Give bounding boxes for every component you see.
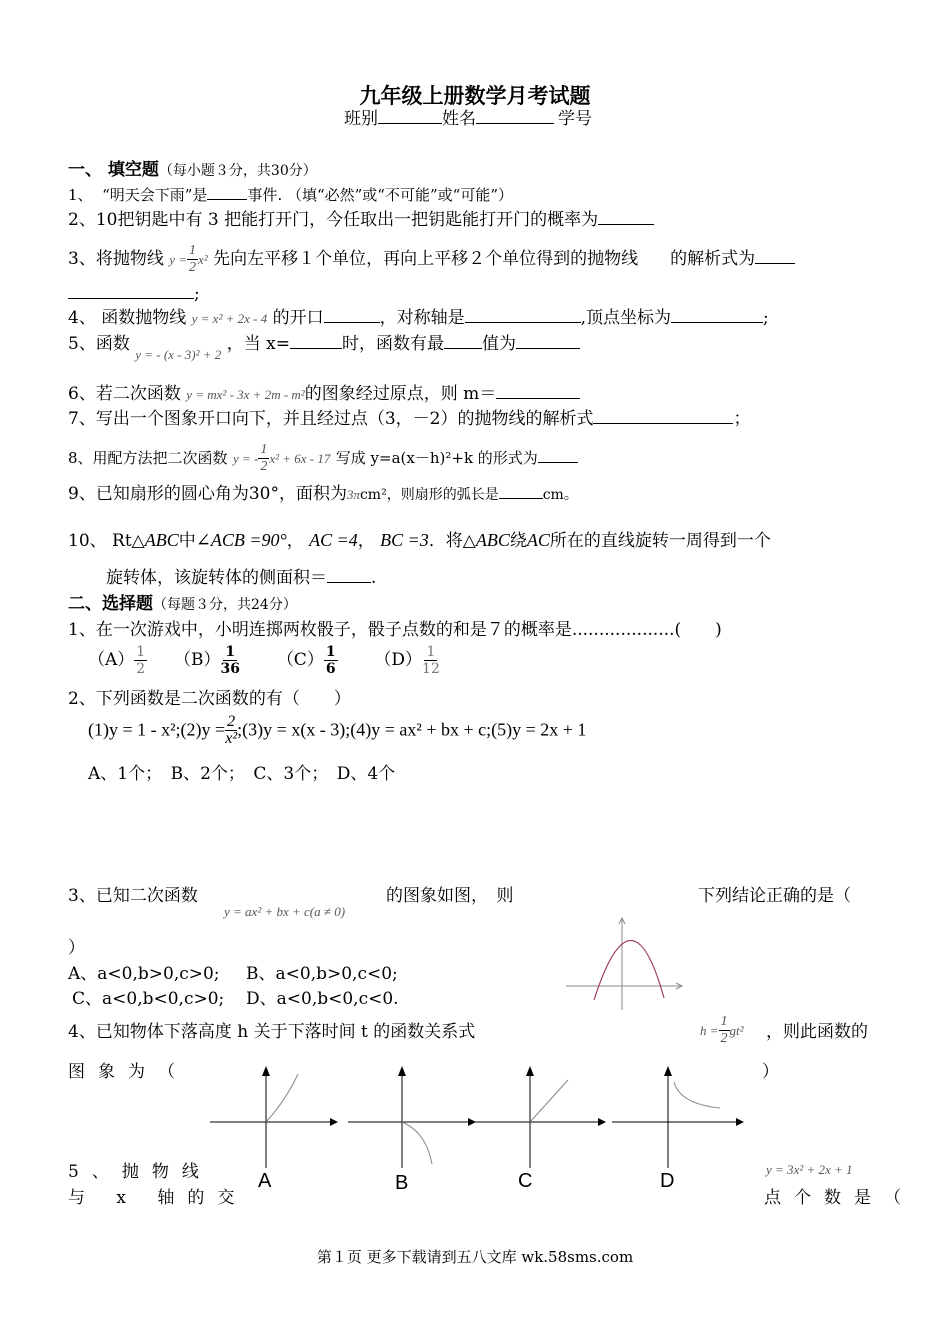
q-text: 4、 函数抛物线 (68, 308, 187, 328)
q-text: ．将△ (428, 531, 476, 551)
formula: y = (169, 252, 188, 267)
section2-heading: 二、选择题 (68, 594, 153, 614)
answer-blank[interactable] (593, 407, 733, 424)
graph-a (210, 1066, 338, 1168)
answer-blank[interactable] (538, 446, 578, 463)
id-label: 学号 (558, 109, 592, 129)
answer-blank[interactable] (465, 306, 581, 323)
question-2-1: 1、在一次游戏中，小明连掷两枚骰子，骰子点数的和是７的概率是...................( ) (68, 620, 722, 640)
formula: (1)y = 1 - x²;(2)y = (88, 719, 226, 740)
graph-label-d[interactable]: D (660, 1170, 675, 1192)
option-a[interactable]: （A） $\frac{1}{2}$ (88, 644, 146, 677)
answer-blank[interactable] (444, 332, 482, 349)
fraction: $\frac{2}{\text{x²}}$ (225, 713, 238, 747)
q-text: ，当 x= (226, 334, 290, 354)
graph-label-a[interactable]: A (258, 1170, 272, 1192)
question-2-4: 4、已知物体下落高度 h 关于下落时间 t 的函数关系式 (68, 1022, 476, 1042)
formula: BC =3 (380, 530, 429, 550)
q-text: 7、写出一个图象开口向下，并且经过点（3，－2）的抛物线的解析式 (68, 409, 594, 429)
student-info-line (344, 107, 592, 131)
name-label: 姓名 (442, 109, 476, 129)
q-text: cm。 (542, 487, 578, 503)
fraction: $\frac{1}{2}$ (260, 442, 268, 474)
q-text: 9、已知扇形的圆心角为30°，面积为 (68, 484, 347, 504)
option-c[interactable]: （C） $\frac{1}{6}$ (276, 644, 336, 677)
page-title: 九年级上册数学月考试题 (359, 83, 591, 108)
question-2-3 (68, 884, 198, 908)
q-text: 2、10把钥匙中有 3 把能打开门，今任取出一把钥匙能打开门的概率为 (68, 210, 599, 230)
class-blank[interactable] (378, 107, 442, 124)
answer-blank[interactable] (327, 566, 371, 583)
question-2-4-text: ，则此函数的 (766, 1022, 868, 1042)
q-text: 先向左平移１个单位，再向上平移２个单位得到的抛物线 (213, 249, 639, 269)
parabola-curve (594, 940, 664, 1000)
question-2-4-close: ） (762, 1062, 779, 1082)
formula: y = - (x - 3)² + 2 (135, 347, 222, 362)
answer-blank[interactable] (755, 247, 795, 264)
question-1-5 (68, 332, 580, 362)
q-text: 10、 Rt△ (68, 531, 145, 551)
section1-heading-line (68, 158, 317, 183)
q-text: 的解析式为 (670, 249, 756, 269)
formula: ABC (475, 530, 510, 550)
question-1-9 (68, 482, 578, 507)
section1-heading: 一、 填空题 (68, 160, 159, 180)
q-text: ,顶点坐标为 (580, 308, 672, 328)
class-label: 班别 (344, 109, 378, 129)
question-2-4-line2: 图象为（ (68, 1062, 188, 1082)
formula: y = mx² - 3x + 2m - m² (186, 387, 305, 402)
question-2-5-line1: 5、抛物线 (68, 1162, 212, 1182)
formula: AC (526, 530, 550, 550)
section1-note: （每小题３分，共30分） (158, 163, 317, 179)
graph-d (612, 1066, 744, 1168)
question-2-3-opt-c[interactable]: C、a<0,b<0,c>0; (72, 989, 225, 1009)
q-text: 的开口 (272, 308, 324, 328)
question-1-3 (68, 243, 795, 276)
q-text: 绕 (509, 531, 527, 551)
q-text: cm²，则扇形的弧长是 (359, 487, 499, 503)
answer-blank[interactable] (671, 306, 763, 323)
q-text: ; (763, 308, 769, 328)
formula: ;(3)y = x(x - 3);(4)y = ax² + bx + c;(5)y = 2x + 1 (237, 719, 587, 740)
question-2-3-opt-b[interactable]: B、a<0,b>0,c<0; (246, 964, 398, 984)
answer-blank[interactable] (290, 332, 342, 349)
question-2-2: 2、下列函数是二次函数的有（ ） (68, 689, 351, 709)
section2-note: （每题３分，共24分） (153, 597, 297, 613)
fraction: $\frac{1}{2}$ (189, 243, 197, 275)
formula: x² + 6x - 17 (269, 451, 331, 466)
question-1-7 (68, 407, 750, 431)
question-1-8 (68, 442, 578, 475)
option-d[interactable]: （D） $\frac{1}{12}$ (374, 644, 440, 677)
question-2-3-close: ） (68, 938, 85, 958)
question-2-4-formula: h = $\frac{1}{2}$ gt² (700, 1014, 744, 1046)
answer-blank[interactable] (598, 208, 654, 225)
question-1-10: 10、 Rt△ABC中∠ACB =90°， AC =4， BC =3．将△ABC绕AC所在的直线旋转一周得到一个 (68, 530, 771, 551)
question-2-5-tail: 点个数是（ (764, 1188, 914, 1208)
question-2-3-text: 的图象如图， 则 (386, 886, 514, 906)
answer-blank[interactable] (324, 306, 380, 323)
question-1-10-cont (106, 566, 376, 590)
question-1-1 (68, 183, 513, 207)
answer-blank[interactable] (68, 282, 194, 299)
q-text: 事件. （填“必然”或“不可能”或“可能”） (247, 186, 513, 204)
question-2-3-text2: 下列结论正确的是（ (698, 886, 851, 906)
question-1-3-cont: ; (68, 282, 200, 306)
name-blank[interactable] (476, 107, 554, 124)
q-text: 3、已知二次函数 (68, 886, 198, 906)
graph-c (472, 1066, 606, 1168)
formula: y = x² + 2x - 4 (191, 311, 268, 326)
answer-blank[interactable] (499, 482, 543, 499)
q-text: 6、若二次函数 (68, 384, 181, 404)
q-text: ； (733, 409, 751, 429)
q-text: 中 (178, 531, 196, 551)
question-1-6 (68, 382, 580, 407)
option-b[interactable]: （B） $\frac{1}{36}$ (174, 644, 240, 677)
q-text: 3、将抛物线 (68, 249, 164, 269)
page-footer: 第１页 更多下载请到五八文库 wk.58sms.com (316, 1248, 634, 1266)
q-text: 的图象经过原点，则 m＝ (304, 384, 497, 404)
q-text: 时，函数有最 (341, 334, 444, 354)
parabola-graph (560, 912, 690, 1012)
section2-heading-line (68, 592, 297, 617)
graph-label-b[interactable]: B (395, 1172, 409, 1194)
formula: ∠ACB =90° (195, 530, 287, 550)
graph-label-c[interactable]: C (518, 1170, 533, 1192)
formula: x² (198, 252, 208, 267)
q-text: ，对称轴是 (379, 308, 465, 328)
question-2-3-formula: y = ax² + bx + c(a ≠ 0) (224, 904, 346, 919)
q-text: 8、用配方法把二次函数 (68, 449, 228, 467)
question-2-3-opt-d[interactable]: D、a<0,b<0,c<0. (246, 989, 399, 1009)
q-number: 1、 (68, 186, 93, 204)
question-2-2-choices: A、1个； B、2个； C、3个； D、4个 (88, 764, 396, 784)
q-text: . (371, 568, 377, 588)
q-text: 5、函数 (68, 334, 130, 354)
fall-graphs (200, 1060, 760, 1170)
formula: ABC (144, 530, 179, 550)
question-2-5-formula: y = 3x² + 2x + 1 (766, 1162, 853, 1177)
question-2-2-formulas (88, 714, 586, 747)
q-text: 所在的直线旋转一周得到一个 (549, 531, 771, 551)
question-2-5-line2: 与 x 轴的交 (68, 1188, 248, 1208)
q-text: 旋转体，该旋转体的侧面积＝ (106, 568, 327, 588)
question-2-3-opt-a[interactable]: A、a<0,b>0,c>0; (68, 964, 220, 984)
formula: AC =4 (309, 530, 358, 550)
question-2-1-options (88, 644, 440, 677)
formula: 3π (346, 487, 360, 502)
q-text: 值为 (481, 334, 516, 354)
question-1-4 (68, 306, 769, 331)
q-text: 写成 y=a(x－h)²+k 的形式为 (335, 449, 538, 467)
q-text: “明天会下雨”是 (102, 186, 208, 204)
answer-blank[interactable] (516, 332, 580, 349)
answer-blank[interactable] (496, 382, 580, 399)
answer-blank[interactable] (207, 183, 247, 200)
question-1-2 (68, 208, 654, 232)
graph-b (348, 1066, 476, 1168)
formula: y = - (232, 451, 259, 466)
